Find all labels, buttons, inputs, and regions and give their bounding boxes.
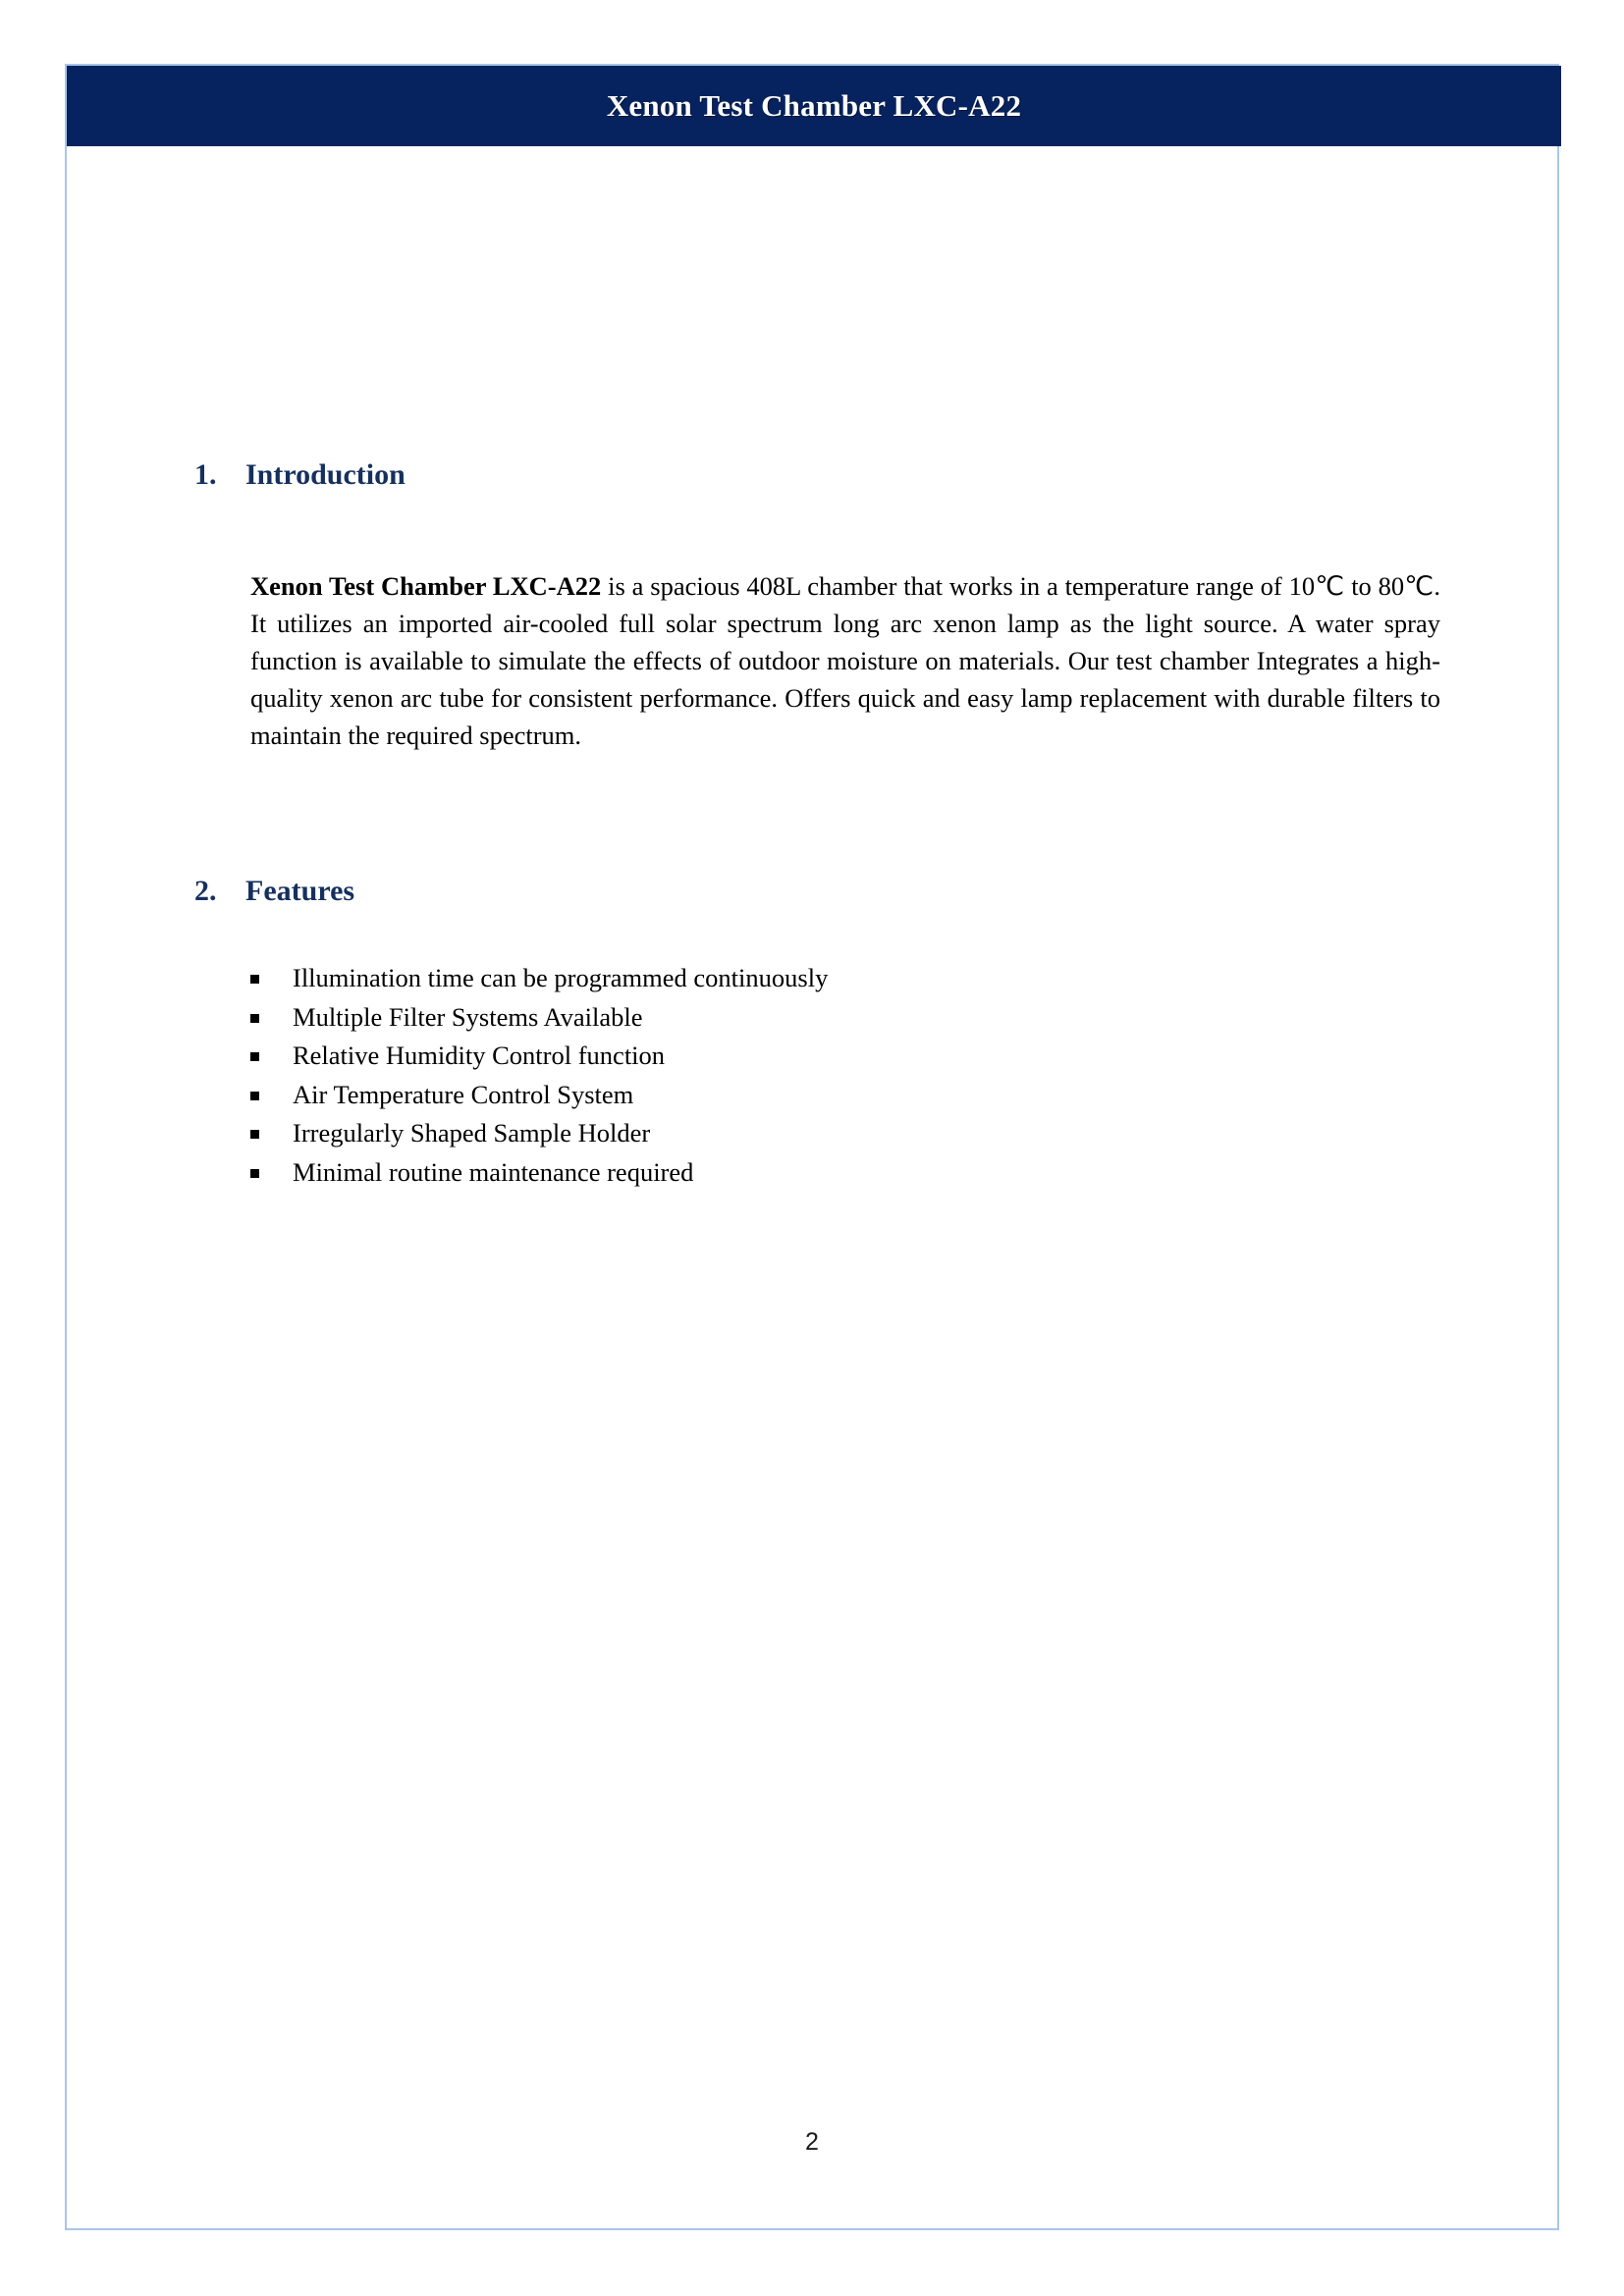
features-list — [250, 959, 1440, 1193]
filled-square-bullet-icon — [250, 1130, 259, 1139]
filled-square-bullet-icon — [250, 975, 259, 984]
list-item — [250, 1153, 1440, 1193]
filled-square-bullet-icon — [250, 1092, 259, 1100]
section-heading-features — [194, 875, 354, 908]
introduction-paragraph — [250, 567, 1440, 754]
list-item — [250, 998, 1440, 1038]
list-item-label: Illumination time can be programmed continuously — [293, 963, 829, 992]
list-item-label: Air Temperature Control System — [293, 1079, 634, 1109]
filled-square-bullet-icon — [250, 1052, 259, 1061]
list-item — [250, 1076, 1440, 1115]
section-number-1: 1. — [194, 458, 217, 491]
section-heading-introduction — [194, 458, 406, 492]
list-item-label: Multiple Filter Systems Available — [293, 1001, 643, 1032]
filled-square-bullet-icon — [250, 1169, 259, 1178]
section-title-introduction: Introduction — [245, 458, 406, 491]
list-item-label: Minimal routine maintenance required — [293, 1156, 694, 1187]
introduction-paragraph-lead: Xenon Test Chamber LXC-A22 — [250, 570, 602, 601]
page-number: 2 — [805, 2128, 819, 2156]
list-item-label: Irregularly Shaped Sample Holder — [293, 1118, 651, 1148]
list-item — [250, 959, 1440, 998]
list-item — [250, 1037, 1440, 1076]
filled-square-bullet-icon — [250, 1014, 259, 1023]
section-number-2: 2. — [194, 875, 217, 907]
introduction-paragraph-text: is a spacious 408L chamber that works in a temperature range of 10℃ to 80℃. It utilizes an imported air-cooled full solar spectrum long arc xenon lamp as the light source. A water spray function is available to simulate the effects of outdoor moisture on materials. Our test chamber Integrates a high-quality xenon arc tube for consistent performance. Offers quick and easy lamp replacement with durable filters to maintain the required spectrum. — [250, 570, 1441, 750]
document-title: Xenon Test Chamber LXC-A22 — [606, 88, 1022, 123]
list-item-label: Relative Humidity Control function — [293, 1041, 666, 1071]
list-item — [250, 1114, 1440, 1153]
section-title-features: Features — [245, 875, 355, 907]
